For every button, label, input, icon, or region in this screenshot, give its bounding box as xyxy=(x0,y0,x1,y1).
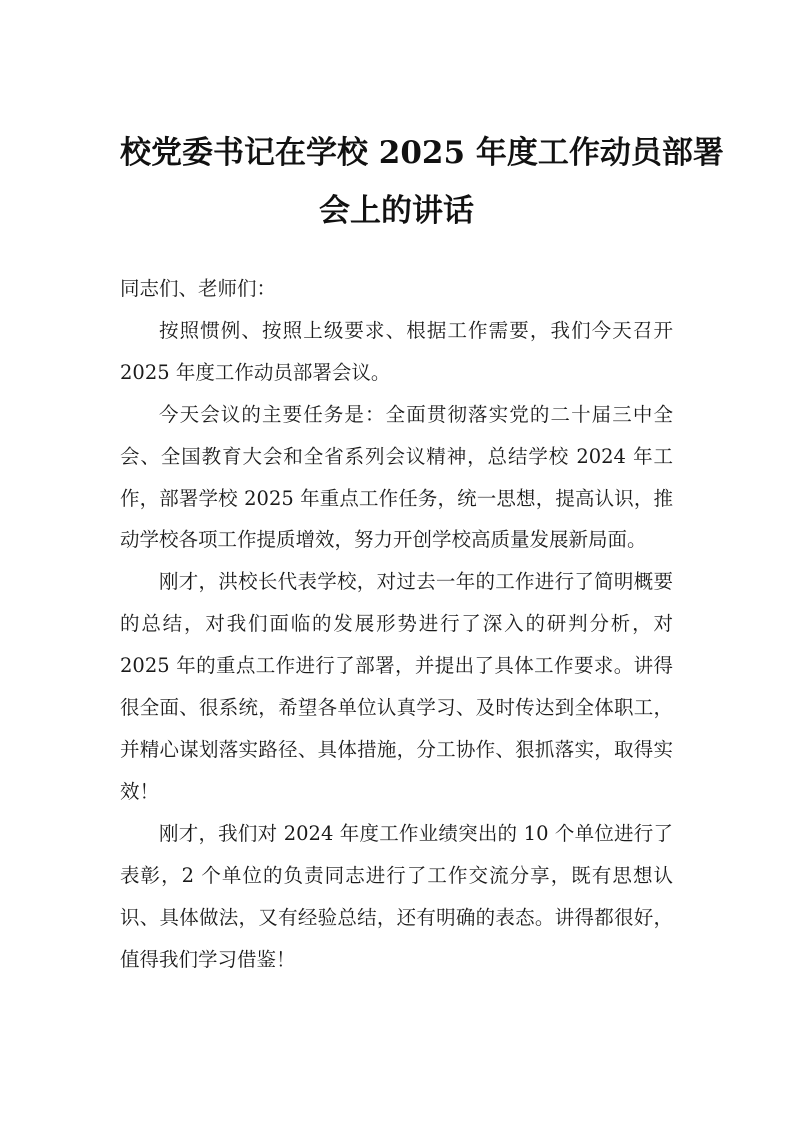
paragraph: 刚才，洪校长代表学校，对过去一年的工作进行了简明概要的总结，对我们面临的发展形势进行了深入的研判分析，对 2025 年的重点工作进行了部署，并提出了具体工作要求。讲得很全面、很系统，希望各单位认真学习、及时传达到全体职工，并精心谋划落实路径、具体措施，分工协作、狠抓落实，取得实效！ xyxy=(120,570,673,803)
document-title xyxy=(120,124,724,240)
paragraph: 今天会议的主要任务是：全面贯彻落实党的二十届三中全会、全国教育大会和全省系列会议精神，总结学校 2024 年工作，部署学校 2025 年重点工作任务，统一思想，提高认识，推动学校各项工作提质增效，努力开创学校高质量发展新局面。 xyxy=(120,402,673,552)
salutation: 同志们、老师们： xyxy=(120,277,277,300)
speech-body xyxy=(120,268,673,980)
paragraph: 刚才，我们对 2024 年度工作业绩突出的 10 个单位进行了表彰，2 个单位的负责同志进行了工作交流分享，既有思想认识、具体做法，又有经验总结，还有明确的表态。讲得都很好，值得我们学习借鉴！ xyxy=(120,821,673,971)
paragraph: 按照惯例、按照上级要求、根据工作需要，我们今天召开 2025 年度工作动员部署会议。 xyxy=(120,318,673,384)
title-line-2: 会上的讲话 xyxy=(319,193,474,229)
title-line-1: 校党委书记在学校 2025 年度工作动员部署 xyxy=(120,135,724,171)
